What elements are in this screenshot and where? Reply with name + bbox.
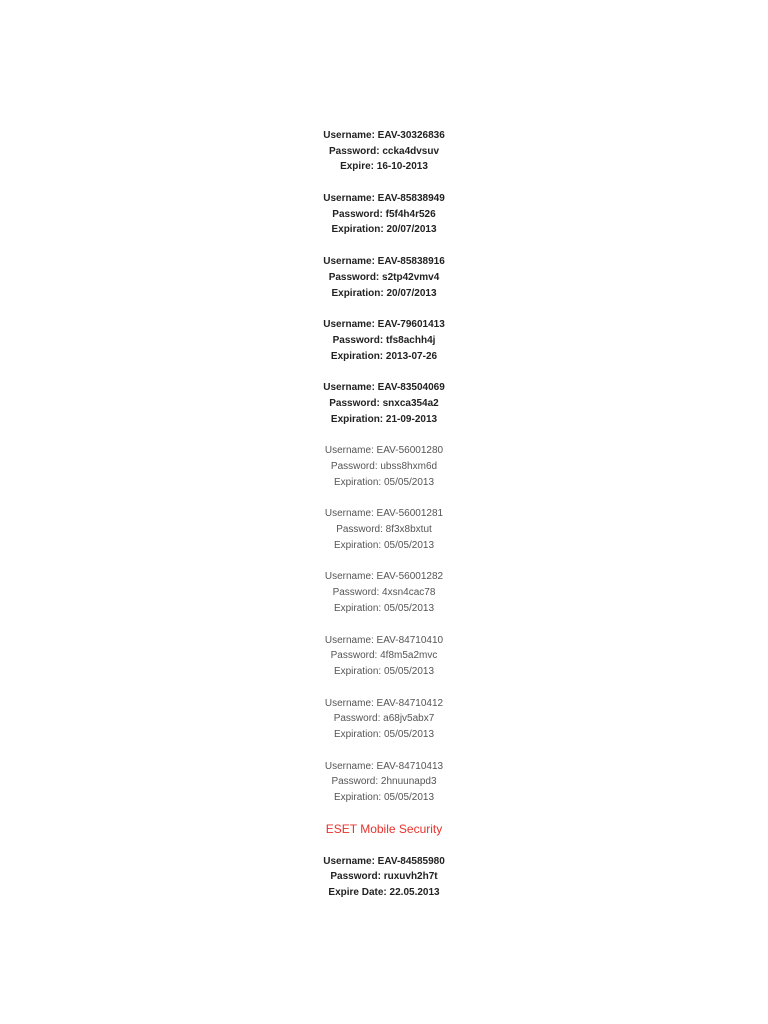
license-entries bbox=[0, 128, 768, 806]
expiration-line: Expiration: 20/07/2013 bbox=[331, 287, 437, 299]
username-line: Username: EAV-84710412 bbox=[324, 697, 444, 709]
password-line: Password: snxca354a2 bbox=[329, 397, 439, 409]
password-line: Password: 4f8m5a2mvc bbox=[330, 650, 438, 662]
expiration-line: Expiration: 05/05/2013 bbox=[333, 665, 435, 677]
password-line: Password: s2tp42vmv4 bbox=[328, 271, 440, 283]
password-line: Password: tfs8achh4j bbox=[332, 334, 436, 346]
password-line: Password: ruxuvh2h7t bbox=[330, 871, 438, 883]
password-line: Password: 2hnuunapd3 bbox=[331, 776, 437, 788]
password-line: Password: ccka4dvsuv bbox=[328, 145, 440, 157]
expiration-line: Expiration: 20/07/2013 bbox=[331, 224, 437, 236]
username-line: Username: EAV-84585980 bbox=[323, 855, 445, 867]
license-entry bbox=[0, 254, 768, 301]
username-line: Username: EAV-56001280 bbox=[324, 445, 444, 457]
password-line: Password: 4xsn4cac78 bbox=[332, 587, 436, 599]
license-entry bbox=[0, 380, 768, 427]
license-entry bbox=[0, 633, 768, 680]
username-line: Username: EAV-56001281 bbox=[324, 508, 444, 520]
expiration-line: Expiration: 05/05/2013 bbox=[333, 792, 435, 803]
license-entry bbox=[0, 759, 768, 806]
expiration-line: Expiration: 05/05/2013 bbox=[333, 728, 435, 740]
license-entry bbox=[0, 854, 768, 901]
expiration-line: Expire: 16-10-2013 bbox=[340, 161, 428, 173]
license-entry bbox=[0, 317, 768, 364]
username-line: Username: EAV-85838949 bbox=[323, 193, 445, 205]
password-line: Password: f5f4h4r526 bbox=[332, 208, 436, 220]
expiration-line: Expiration: 05/05/2013 bbox=[333, 476, 435, 488]
username-line: Username: EAV-83504069 bbox=[323, 382, 445, 394]
password-line: Password: ubss8hxm6d bbox=[330, 461, 438, 472]
section-heading-mobile-security: ESET Mobile Security bbox=[325, 821, 443, 836]
expiration-line: Expiration: 05/05/2013 bbox=[333, 602, 435, 614]
license-entry bbox=[0, 569, 768, 616]
username-line: Username: EAV-79601413 bbox=[323, 319, 445, 331]
license-entry bbox=[0, 506, 768, 553]
license-entry bbox=[0, 443, 768, 490]
license-entry bbox=[0, 696, 768, 743]
expiration-line: Expiration: 2013-07-26 bbox=[330, 350, 438, 362]
expiration-line: Expiration: 05/05/2013 bbox=[333, 539, 435, 551]
username-line: Username: EAV-84710410 bbox=[324, 634, 444, 646]
expiration-line: Expiration: 21-09-2013 bbox=[330, 413, 438, 425]
expiration-line: Expire Date: 22.05.2013 bbox=[328, 887, 440, 899]
license-entry bbox=[0, 128, 768, 175]
username-line: Username: EAV-30326836 bbox=[323, 130, 445, 141]
license-list bbox=[0, 128, 768, 917]
password-line: Password: 8f3x8bxtut bbox=[336, 524, 432, 536]
username-line: Username: EAV-85838916 bbox=[323, 256, 445, 268]
username-line: Username: EAV-84710413 bbox=[324, 760, 444, 772]
mobile-license-entries bbox=[0, 854, 768, 901]
username-line: Username: EAV-56001282 bbox=[324, 571, 444, 583]
password-line: Password: a68jv5abx7 bbox=[333, 713, 435, 725]
license-entry bbox=[0, 191, 768, 238]
